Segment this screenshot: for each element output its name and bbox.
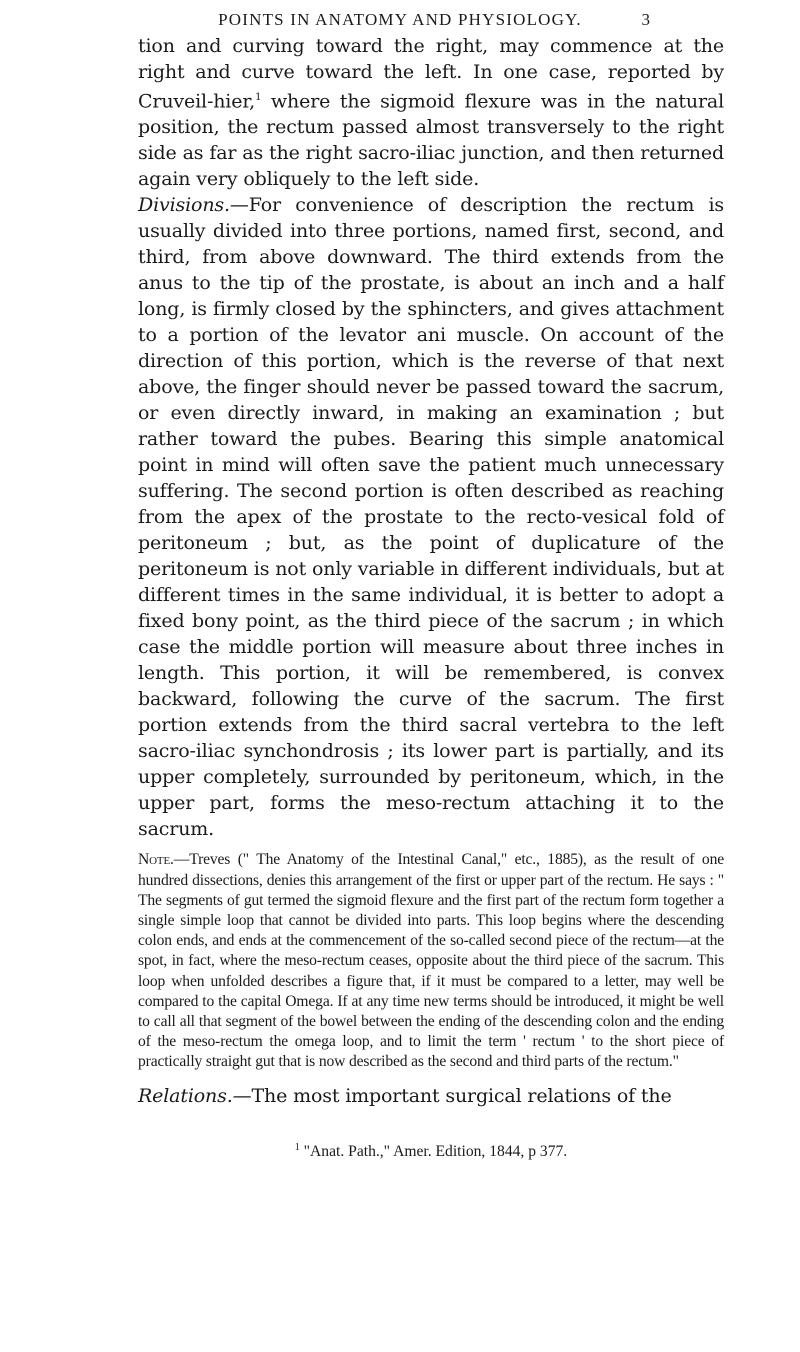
- body-text: [138, 33, 724, 1109]
- footnote: [138, 1142, 724, 1161]
- paragraph-text: tion and curving toward the right, may commence at the right and curve toward the left. In one case, reported by Cruveil-hier,: [138, 35, 724, 113]
- note-treves: [138, 850, 724, 1072]
- paragraph-curving: [138, 33, 724, 192]
- paragraph-divisions: [138, 192, 724, 842]
- running-title: POINTS IN ANATOMY AND PHYSIOLOGY.: [218, 10, 582, 29]
- page-number: 3: [641, 10, 650, 29]
- paragraph-text: —For convenience of description the rectum is usually divided into three portions, named first, second, and third, from above downward. The third extends from the anus to the tip of the prostate, is about an inch and a half long, is firmly closed by the sphincters, and gives attachment to a portion of the levator ani muscle. On account of the direction of this portion, which is the reverse of that next above, the finger should never be passed toward the sacrum, or even directly inward, in making an examination ; but rather toward the pubes. Bearing this simple anatomical point in mind will often save the patient much unnecessary suffering. The second portion is often described as reaching from the apex of the prostate to the recto-vesical fold of peritoneum ; but, as the point of duplicature of the peritoneum is not only variable in different individuals, but at different times in the same individual, it is better to adopt a fixed bony point, as the third piece of the sacrum ; in which case the middle portion will measure about three inches in length. This portion, it will be remembered, is convex backward, following the curve of the sacrum. The first portion extends from the third sacral vertebra to the left sacro-iliac synchondrosis ; its lower part is partially, and its upper completely, surrounded by peritoneum, which, in the upper part, forms the meso-rectum attaching it to the sacrum.: [138, 194, 724, 841]
- note-label: Note.: [138, 851, 174, 869]
- footnote-reference: 1: [255, 92, 262, 103]
- footnote-text: "Anat. Path.," Amer. Edition, 1844, p 377.: [299, 1143, 568, 1161]
- paragraph-text: —The most important surgical relations of the: [232, 1084, 672, 1107]
- note-text: —Treves (" The Anatomy of the Intestinal Canal," etc., 1885), as the result of one hundred dissections, denies this arrangement of the first or upper part of the rectum. He says : " The segments of gut termed the sigmoid flexure and the first part of the rectum form together a single simple loop that cannot be divided into parts. This loop begins where the descending colon ends, and ends at the commencement of the so-called second piece of the rectum—at the spot, in fact, where the meso-rectum ceases, opposite about the third piece of the sacrum. This loop when unfolded describes a figure that, if it must be compared to a letter, may well be compared to the capital Omega. If at any time new terms should be introduced, it might be well to call all that segment of the bowel between the ending of the descending colon and the ending of the meso-rectum the omega loop, and to limit the term ' rectum ' to the short piece of practically straight gut that is now described as the second and third parts of the rectum.": [138, 851, 724, 1071]
- paragraph-relations: [138, 1083, 724, 1109]
- side-heading-relations: Relations.: [138, 1084, 233, 1107]
- footnote-marker: 1: [294, 1142, 300, 1153]
- paragraph-text: where the sigmoid flexure was in the natural position, the rectum passed almost transversely to the right side as far as the right sacro-iliac junction, and then returned again very obliquely to the left side.: [138, 90, 724, 191]
- side-heading-divisions: Divisions.: [138, 194, 230, 217]
